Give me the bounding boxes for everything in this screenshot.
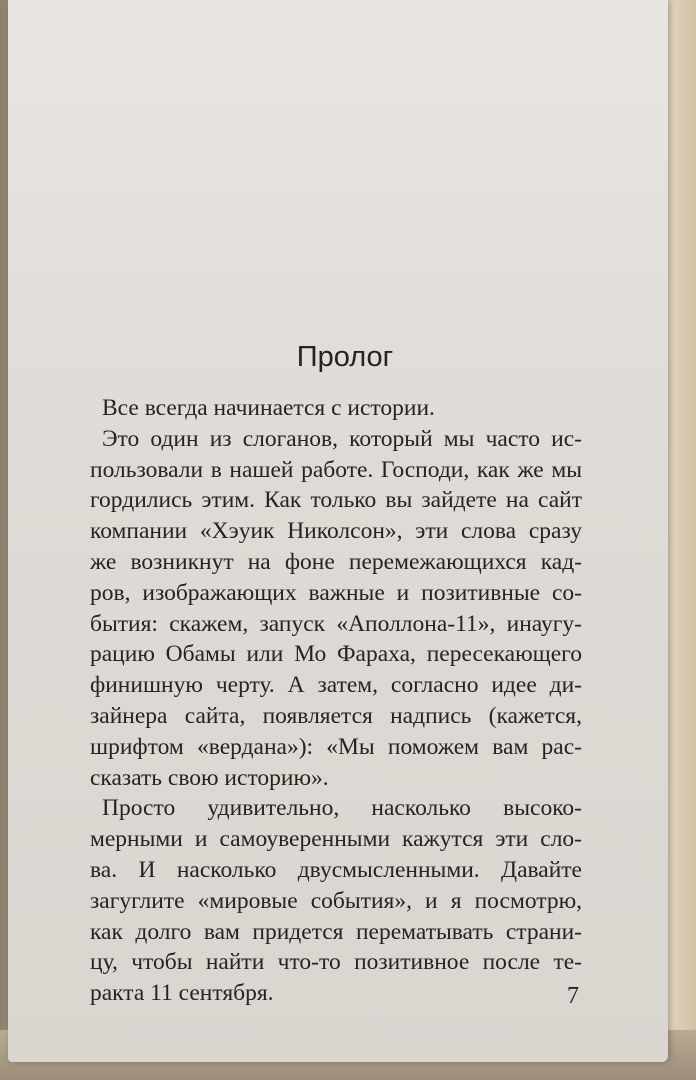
chapter-title: Пролог [296,341,394,373]
paragraph-2-line-12: сказать свою историю». [90,764,329,791]
paragraph-2-line-7: бытия: скажем, запуск «Аполлона-11», инаугу- [90,610,582,637]
paragraph-3 [90,793,582,1009]
paragraph-3-line-4: загуглите «мировые события», и я посмотрю, [90,887,582,914]
paragraph-3-line-7: ракта 11 сентября. [90,980,274,1007]
paragraph-2-line-11: шрифтом «вердана»): «Мы поможем вам рас- [90,733,582,760]
paragraph-3-line-6: цу, чтобы найти что-то позитивное после те- [90,949,582,976]
paragraph-2 [90,424,582,794]
paragraph-3-line-3: ва. И насколько двусмысленными. Давайте [90,856,582,883]
paragraph-2-line-2: пользовали в нашей работе. Господи, как же мы [90,456,582,483]
paragraph-1-line-1: Все всегда начинается с истории. [102,395,435,421]
paragraph-3-line-2: мерными и самоуверенными кажутся эти сло- [90,826,582,853]
paragraph-2-line-1: Это один из слоганов, который мы часто ис- [102,425,582,452]
page-number: 7 [567,983,579,1009]
paragraph-3-line-1: Просто удивительно, насколько высоко- [102,795,582,822]
paragraph-2-line-3: гордились этим. Как только вы зайдете на сайт [90,487,582,514]
paragraph-2-line-10: зайнера сайта, появляется надпись (кажется, [90,702,582,729]
paragraph-2-line-8: рацию Обамы или Мо Фараха, пересекающего [90,641,582,668]
paragraph-2-line-6: ров, изображающих важные и позитивные со- [90,579,582,606]
paragraph-2-line-9: финишную черту. А затем, согласно идее ди- [90,672,582,699]
paragraph-2-line-5: же возникнут на фоне перемежающихся кад- [90,548,582,575]
paragraph-1 [90,393,582,424]
paragraph-3-line-5: как долго вам придется перематывать страни- [90,918,582,945]
paragraph-2-line-4: компании «Хэуик Николсон», эти слова сразу [90,518,582,545]
page-content [90,335,582,1009]
